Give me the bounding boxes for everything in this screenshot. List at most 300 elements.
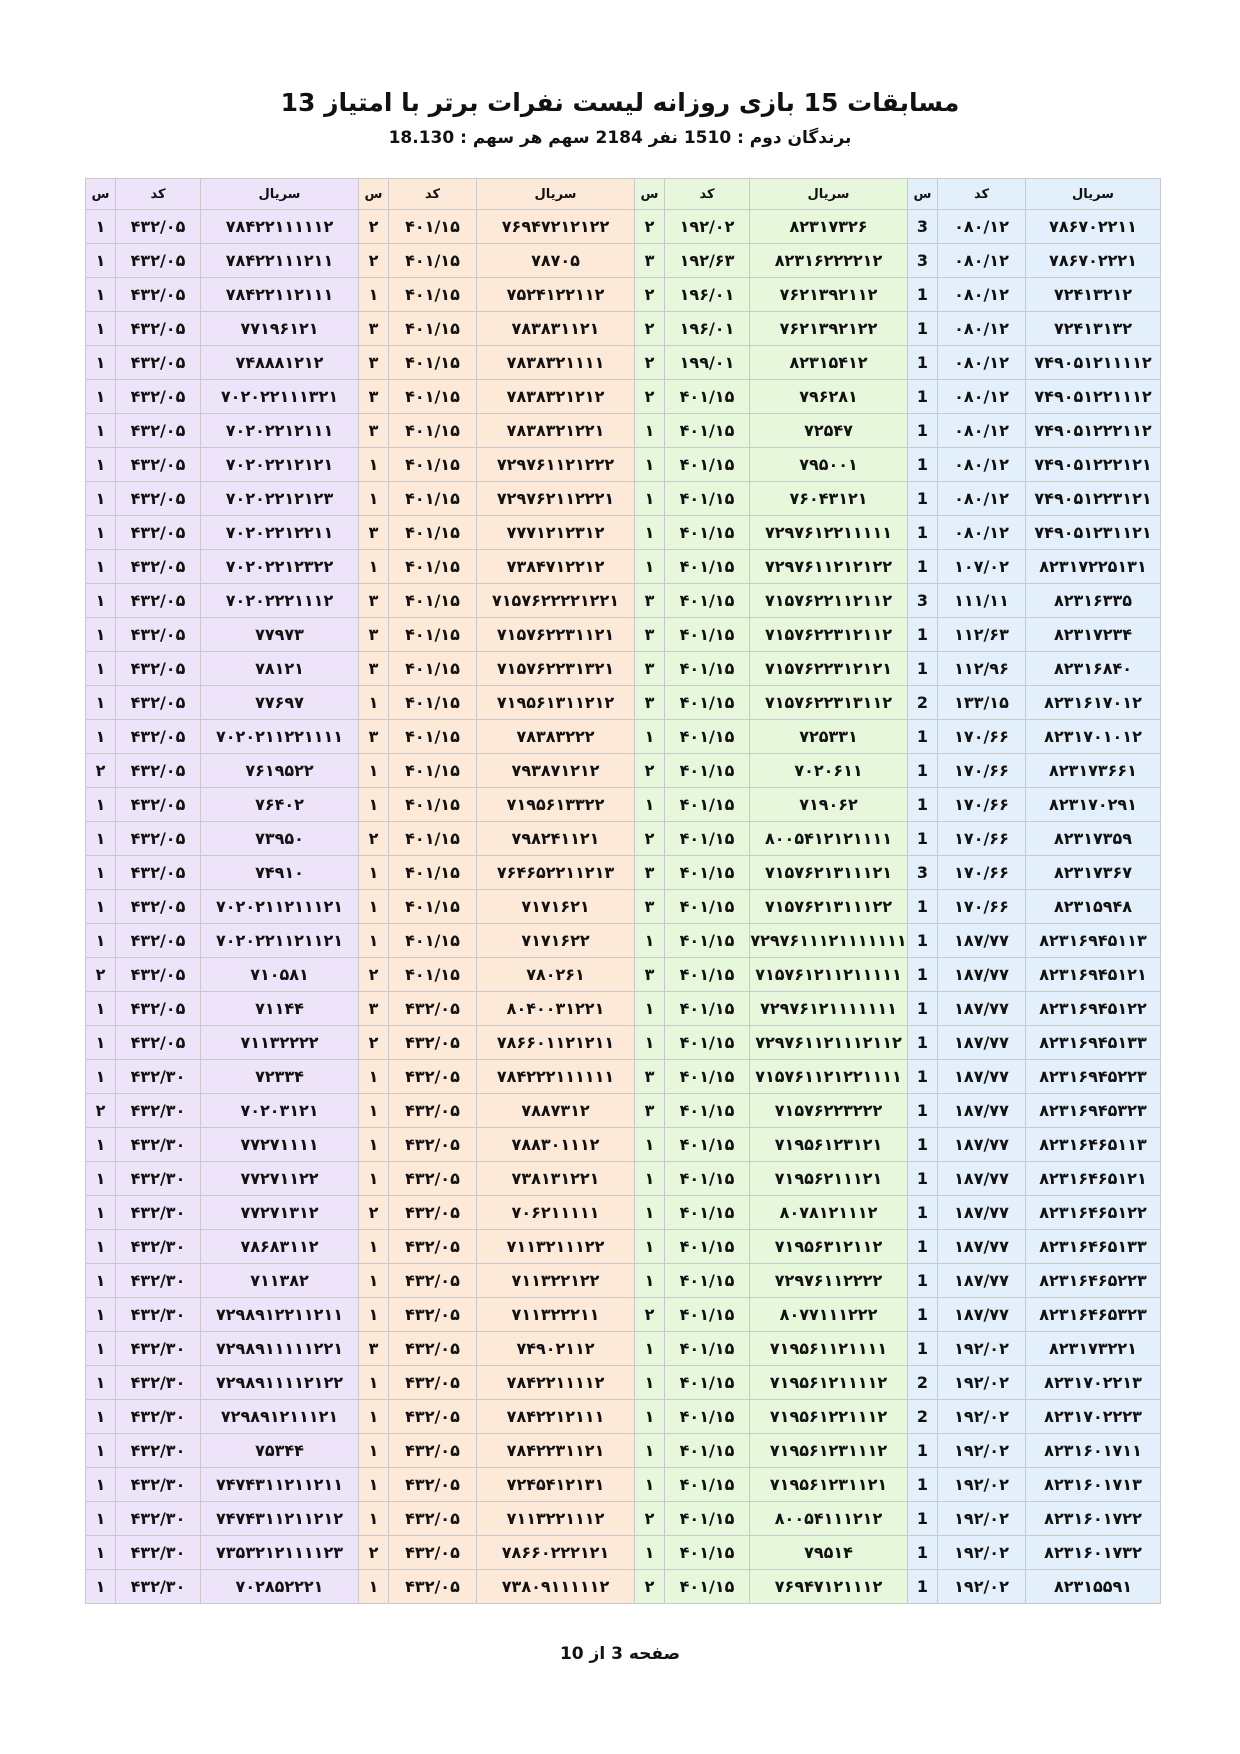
code-cell: ۴۰۱/۱۵ <box>665 1332 750 1366</box>
table-row <box>86 958 1161 992</box>
serial-cell: ۷۱۵۷۶۱۲۱۱۲۱۱۱۱۱ <box>750 958 908 992</box>
serial-cell: ۷۱۵۷۶۲۲۱۱۲۱۱۲ <box>750 584 908 618</box>
code-cell: ۴۰۱/۱۵ <box>389 924 477 958</box>
serial-cell: ۷۶۴۶۵۲۲۱۱۲۱۳ <box>477 856 635 890</box>
serial-cell: ۸۲۳۱۶۹۴۵۱۱۳ <box>1026 924 1161 958</box>
code-cell: ۴۳۲/۰۵ <box>116 210 201 244</box>
code-cell: ۱۱۱/۱۱ <box>938 584 1026 618</box>
table-row <box>86 312 1161 346</box>
code-cell: ۴۰۱/۱۵ <box>665 1468 750 1502</box>
code-cell: ۴۳۲/۰۵ <box>116 890 201 924</box>
count-cell: ۱ <box>635 1264 665 1298</box>
serial-cell: ۸۰۴۰۰۳۱۲۲۱ <box>477 992 635 1026</box>
code-cell: ۴۳۲/۰۵ <box>116 992 201 1026</box>
code-cell: ۴۰۱/۱۵ <box>389 958 477 992</box>
code-cell: ۴۳۲/۳۰ <box>116 1264 201 1298</box>
serial-cell: ۷۶۱۹۵۲۲ <box>201 754 359 788</box>
header-serial: سریال <box>201 179 359 210</box>
code-cell: ۴۳۲/۰۵ <box>116 448 201 482</box>
code-cell: ۴۰۱/۱۵ <box>665 414 750 448</box>
serial-cell: ۷۱۹۵۶۱۳۱۱۲۱۲ <box>477 686 635 720</box>
count-cell: 1 <box>908 448 938 482</box>
table-row <box>86 1128 1161 1162</box>
code-cell: ۴۰۱/۱۵ <box>389 686 477 720</box>
serial-cell: ۷۷۲۷۱۱۲۲ <box>201 1162 359 1196</box>
count-cell: 1 <box>908 1230 938 1264</box>
serial-cell: ۸۲۳۱۷۲۳۴ <box>1026 618 1161 652</box>
table-row <box>86 788 1161 822</box>
header-code: کد <box>116 179 201 210</box>
code-cell: ۴۰۱/۱۵ <box>389 346 477 380</box>
serial-cell: ۷۱۵۷۶۱۱۲۱۲۲۱۱۱۱ <box>750 1060 908 1094</box>
code-cell: ۱۹۶/۰۱ <box>665 312 750 346</box>
code-cell: ۴۳۲/۳۰ <box>116 1060 201 1094</box>
code-cell: ۴۰۱/۱۵ <box>389 244 477 278</box>
serial-cell: ۸۰۰۵۴۱۱۱۲۱۲ <box>750 1502 908 1536</box>
table-row <box>86 210 1161 244</box>
table-row <box>86 856 1161 890</box>
count-cell: ۱ <box>86 890 116 924</box>
code-cell: ۴۳۲/۳۰ <box>116 1502 201 1536</box>
count-cell: ۱ <box>635 924 665 958</box>
code-cell: ۱۸۷/۷۷ <box>938 924 1026 958</box>
count-cell: ۱ <box>86 312 116 346</box>
code-cell: ۴۰۱/۱۵ <box>389 652 477 686</box>
code-cell: ۴۳۲/۰۵ <box>389 1468 477 1502</box>
count-cell: ۱ <box>86 618 116 652</box>
table-row <box>86 1162 1161 1196</box>
code-cell: ۱۸۷/۷۷ <box>938 1162 1026 1196</box>
serial-cell: ۸۰۷۷۱۱۱۲۲۲ <box>750 1298 908 1332</box>
table-row <box>86 754 1161 788</box>
table-row <box>86 1468 1161 1502</box>
count-cell: 1 <box>908 1196 938 1230</box>
table-row <box>86 618 1161 652</box>
serial-cell: ۷۰۲۰۳۱۲۱ <box>201 1094 359 1128</box>
code-cell: ۴۳۲/۰۵ <box>116 482 201 516</box>
count-cell: ۳ <box>635 686 665 720</box>
code-cell: ۴۳۲/۰۵ <box>389 992 477 1026</box>
count-cell: 1 <box>908 1094 938 1128</box>
code-cell: ۴۰۱/۱۵ <box>665 1094 750 1128</box>
code-cell: ۴۰۱/۱۵ <box>665 380 750 414</box>
serial-cell: ۷۴۹۰۵۱۲۲۳۱۲۱ <box>1026 482 1161 516</box>
count-cell: ۱ <box>359 482 389 516</box>
serial-cell: ۷۸۴۲۲۳۱۱۲۱ <box>477 1434 635 1468</box>
code-cell: ۴۳۲/۰۵ <box>116 652 201 686</box>
code-cell: ۱۹۲/۰۲ <box>938 1366 1026 1400</box>
count-cell: ۱ <box>359 1264 389 1298</box>
count-cell: ۱ <box>359 1468 389 1502</box>
count-cell: 1 <box>908 652 938 686</box>
serial-cell: ۸۲۳۱۵۹۴۸ <box>1026 890 1161 924</box>
code-cell: ۴۰۱/۱۵ <box>665 822 750 856</box>
count-cell: ۳ <box>359 652 389 686</box>
code-cell: ۱۹۲/۰۲ <box>938 1468 1026 1502</box>
serial-cell: ۷۲۹۷۶۱۱۲۲۲۲ <box>750 1264 908 1298</box>
code-cell: ۱۱۲/۶۳ <box>938 618 1026 652</box>
code-cell: ۴۰۱/۱۵ <box>665 924 750 958</box>
count-cell: ۳ <box>635 856 665 890</box>
serial-cell: ۷۰۲۰۲۱۱۲۲۱۱۱۱ <box>201 720 359 754</box>
table-row <box>86 1332 1161 1366</box>
serial-cell: ۸۲۳۱۷۳۶۷ <box>1026 856 1161 890</box>
code-cell: ۴۰۱/۱۵ <box>665 1570 750 1604</box>
count-cell: ۲ <box>86 1094 116 1128</box>
serial-cell: ۷۳۹۵۰ <box>201 822 359 856</box>
table-row <box>86 822 1161 856</box>
serial-cell: ۷۲۹۸۹۱۲۱۱۱۲۱ <box>201 1400 359 1434</box>
serial-cell: ۷۵۲۴۱۲۲۱۱۲ <box>477 278 635 312</box>
count-cell: 1 <box>908 1468 938 1502</box>
count-cell: ۱ <box>635 992 665 1026</box>
count-cell: ۳ <box>359 380 389 414</box>
serial-cell: ۷۰۶۲۱۱۱۱۱ <box>477 1196 635 1230</box>
serial-cell: ۷۱۰۵۸۱ <box>201 958 359 992</box>
header-count: س <box>635 179 665 210</box>
code-cell: ۴۳۲/۰۵ <box>116 788 201 822</box>
serial-cell: ۸۲۳۱۶۰۱۷۳۲ <box>1026 1536 1161 1570</box>
serial-cell: ۷۴۹۰۵۱۲۳۱۱۲۱ <box>1026 516 1161 550</box>
count-cell: ۳ <box>635 652 665 686</box>
count-cell: ۱ <box>359 1162 389 1196</box>
code-cell: ۴۳۲/۰۵ <box>389 1332 477 1366</box>
count-cell: ۳ <box>635 1060 665 1094</box>
serial-cell: ۸۲۳۱۶۴۶۵۱۱۳ <box>1026 1128 1161 1162</box>
table-row <box>86 1570 1161 1604</box>
serial-cell: ۷۰۲۰۲۲۱۲۳۲۲ <box>201 550 359 584</box>
serial-cell: ۸۰۰۵۴۱۲۱۲۱۱۱۱ <box>750 822 908 856</box>
count-cell: ۲ <box>635 1502 665 1536</box>
count-cell: 1 <box>908 890 938 924</box>
serial-cell: ۷۱۱۳۲۲۱۱۱۲ <box>477 1502 635 1536</box>
count-cell: ۱ <box>86 482 116 516</box>
serial-cell: ۸۲۳۱۶۹۴۵۳۲۳ <box>1026 1094 1161 1128</box>
code-cell: ۴۰۱/۱۵ <box>665 516 750 550</box>
code-cell: ۴۳۲/۳۰ <box>116 1434 201 1468</box>
count-cell: ۱ <box>86 1536 116 1570</box>
code-cell: ۴۰۱/۱۵ <box>389 822 477 856</box>
serial-cell: ۸۲۳۱۶۰۱۷۱۱ <box>1026 1434 1161 1468</box>
count-cell: 1 <box>908 1570 938 1604</box>
serial-cell: ۷۲۹۸۹۱۲۲۱۱۲۱۱ <box>201 1298 359 1332</box>
count-cell: 1 <box>908 1536 938 1570</box>
code-cell: ۱۰۷/۰۲ <box>938 550 1026 584</box>
code-cell: ۱۷۰/۶۶ <box>938 720 1026 754</box>
table-row <box>86 278 1161 312</box>
serial-cell: ۷۴۷۴۳۱۱۲۱۱۲۱۱ <box>201 1468 359 1502</box>
count-cell: ۱ <box>635 1400 665 1434</box>
count-cell: ۱ <box>86 346 116 380</box>
serial-cell: ۷۱۹۵۶۱۳۳۲۲ <box>477 788 635 822</box>
code-cell: ۴۰۱/۱۵ <box>665 720 750 754</box>
count-cell: ۲ <box>359 210 389 244</box>
code-cell: ۰۸۰/۱۲ <box>938 414 1026 448</box>
serial-cell: ۷۱۵۷۶۲۲۳۲۲۲ <box>750 1094 908 1128</box>
serial-cell: ۷۸۳۸۳۲۱۲۱۲ <box>477 380 635 414</box>
serial-cell: ۸۲۳۱۷۳۲۲۱ <box>1026 1332 1161 1366</box>
count-cell: ۲ <box>635 1570 665 1604</box>
count-cell: ۱ <box>359 1298 389 1332</box>
serial-cell: ۷۲۹۷۶۱۲۲۱۱۱۱۱ <box>750 516 908 550</box>
count-cell: ۳ <box>359 584 389 618</box>
code-cell: ۴۳۲/۳۰ <box>116 1128 201 1162</box>
table-row <box>86 1536 1161 1570</box>
serial-cell: ۷۷۹۷۳ <box>201 618 359 652</box>
serial-cell: ۸۲۳۱۶۴۶۵۲۲۳ <box>1026 1264 1161 1298</box>
header-count: س <box>359 179 389 210</box>
count-cell: ۱ <box>86 1162 116 1196</box>
count-cell: ۱ <box>359 856 389 890</box>
code-cell: ۱۹۲/۰۲ <box>938 1434 1026 1468</box>
serial-cell: ۷۲۴۵۴۱۲۱۳۱ <box>477 1468 635 1502</box>
serial-cell: ۷۷۷۱۲۱۲۳۱۲ <box>477 516 635 550</box>
serial-cell: ۸۲۳۱۶۸۴۰ <box>1026 652 1161 686</box>
code-cell: ۱۹۲/۰۲ <box>665 210 750 244</box>
code-cell: ۴۰۱/۱۵ <box>665 1298 750 1332</box>
table-row <box>86 1060 1161 1094</box>
count-cell: ۱ <box>635 448 665 482</box>
count-cell: 1 <box>908 1502 938 1536</box>
count-cell: ۲ <box>359 1026 389 1060</box>
count-cell: ۱ <box>635 1536 665 1570</box>
header-count: س <box>908 179 938 210</box>
code-cell: ۴۰۱/۱۵ <box>665 788 750 822</box>
code-cell: ۴۰۱/۱۵ <box>665 1230 750 1264</box>
serial-cell: ۸۲۳۱۶۹۴۵۱۲۱ <box>1026 958 1161 992</box>
serial-cell: ۷۰۲۰۲۲۱۲۱۲۳ <box>201 482 359 516</box>
page-title: مسابقات 15 بازی روزانه لیست نفرات برتر با امتیاز 13 <box>280 88 960 117</box>
code-cell: ۴۳۲/۰۵ <box>116 720 201 754</box>
count-cell: 1 <box>908 1060 938 1094</box>
code-cell: ۱۹۲/۰۲ <box>938 1570 1026 1604</box>
serial-cell: ۷۸۸۷۳۱۲ <box>477 1094 635 1128</box>
code-cell: ۰۸۰/۱۲ <box>938 448 1026 482</box>
serial-cell: ۷۰۲۰۲۱۱۲۱۱۱۲۱ <box>201 890 359 924</box>
code-cell: ۴۰۱/۱۵ <box>389 210 477 244</box>
count-cell: ۱ <box>359 890 389 924</box>
code-cell: ۴۰۱/۱۵ <box>665 584 750 618</box>
table-row <box>86 1400 1161 1434</box>
table-row <box>86 1502 1161 1536</box>
code-cell: ۴۳۲/۳۰ <box>116 1332 201 1366</box>
count-cell: 3 <box>908 210 938 244</box>
count-cell: ۱ <box>86 550 116 584</box>
serial-cell: ۷۷۶۹۷ <box>201 686 359 720</box>
count-cell: ۲ <box>635 210 665 244</box>
code-cell: ۴۳۲/۳۰ <box>116 1162 201 1196</box>
serial-cell: ۷۸۴۲۲۱۱۱۱۱۲ <box>201 210 359 244</box>
count-cell: ۱ <box>359 278 389 312</box>
code-cell: ۴۳۲/۰۵ <box>116 754 201 788</box>
count-cell: ۱ <box>86 244 116 278</box>
code-cell: ۴۰۱/۱۵ <box>389 550 477 584</box>
serial-cell: ۷۹۵۰۰۱ <box>750 448 908 482</box>
table-row <box>86 1434 1161 1468</box>
count-cell: ۲ <box>359 244 389 278</box>
serial-cell: ۷۴۸۸۸۱۲۱۲ <box>201 346 359 380</box>
code-cell: ۴۰۱/۱۵ <box>665 1196 750 1230</box>
serial-cell: ۷۱۱۳۲۲۲۱۱ <box>477 1298 635 1332</box>
serial-cell: ۷۲۹۷۶۲۱۱۲۲۲۱ <box>477 482 635 516</box>
count-cell: ۱ <box>359 1570 389 1604</box>
count-cell: 1 <box>908 720 938 754</box>
serial-cell: ۷۲۹۷۶۱۱۲۱۲۲۲ <box>477 448 635 482</box>
code-cell: ۴۳۲/۰۵ <box>116 244 201 278</box>
code-cell: ۴۳۲/۰۵ <box>116 516 201 550</box>
count-cell: ۱ <box>635 1196 665 1230</box>
table-row <box>86 1026 1161 1060</box>
code-cell: ۱۷۰/۶۶ <box>938 856 1026 890</box>
count-cell: 1 <box>908 482 938 516</box>
serial-cell: ۷۰۲۰۲۲۱۲۲۱۱ <box>201 516 359 550</box>
code-cell: ۴۳۲/۰۵ <box>116 550 201 584</box>
count-cell: ۱ <box>635 1332 665 1366</box>
count-cell: ۱ <box>359 1434 389 1468</box>
table-row <box>86 1094 1161 1128</box>
code-cell: ۴۰۱/۱۵ <box>665 958 750 992</box>
serial-cell: ۷۲۵۳۳۱ <box>750 720 908 754</box>
code-cell: ۴۳۲/۳۰ <box>116 1400 201 1434</box>
serial-cell: ۷۰۲۰۲۲۱۲۱۱۱ <box>201 414 359 448</box>
table-row <box>86 414 1161 448</box>
count-cell: ۱ <box>86 924 116 958</box>
count-cell: ۱ <box>635 414 665 448</box>
count-cell: ۱ <box>86 1230 116 1264</box>
serial-cell: ۸۲۳۱۶۴۶۵۳۲۳ <box>1026 1298 1161 1332</box>
code-cell: ۴۰۱/۱۵ <box>665 652 750 686</box>
count-cell: ۲ <box>635 754 665 788</box>
code-cell: ۴۰۱/۱۵ <box>665 890 750 924</box>
count-cell: 1 <box>908 380 938 414</box>
count-cell: ۱ <box>359 1128 389 1162</box>
code-cell: ۴۳۲/۳۰ <box>116 1468 201 1502</box>
code-cell: ۴۳۲/۰۵ <box>116 380 201 414</box>
count-cell: ۱ <box>86 584 116 618</box>
count-cell: ۳ <box>635 618 665 652</box>
count-cell: ۲ <box>635 278 665 312</box>
table-row <box>86 516 1161 550</box>
code-cell: ۱۸۷/۷۷ <box>938 1298 1026 1332</box>
code-cell: ۴۰۱/۱۵ <box>389 720 477 754</box>
count-cell: ۳ <box>635 584 665 618</box>
count-cell: ۳ <box>359 618 389 652</box>
count-cell: ۱ <box>86 380 116 414</box>
serial-cell: ۸۲۳۱۷۰۲۲۲۳ <box>1026 1400 1161 1434</box>
count-cell: ۳ <box>359 346 389 380</box>
serial-cell: ۷۸۴۲۲۱۱۲۱۱۱ <box>201 278 359 312</box>
code-cell: ۴۳۲/۰۵ <box>389 1536 477 1570</box>
count-cell: ۱ <box>86 652 116 686</box>
code-cell: ۴۰۱/۱۵ <box>389 448 477 482</box>
count-cell: 1 <box>908 516 938 550</box>
count-cell: ۲ <box>359 1196 389 1230</box>
count-cell: 1 <box>908 1332 938 1366</box>
count-cell: ۱ <box>86 1570 116 1604</box>
serial-cell: ۷۲۴۱۳۲۱۲ <box>1026 278 1161 312</box>
count-cell: ۱ <box>86 720 116 754</box>
count-cell: 2 <box>908 1366 938 1400</box>
serial-cell: ۸۲۳۱۷۳۶۶۱ <box>1026 754 1161 788</box>
count-cell: ۱ <box>86 1298 116 1332</box>
count-cell: 1 <box>908 1026 938 1060</box>
serial-cell: ۷۱۱۳۸۲ <box>201 1264 359 1298</box>
count-cell: ۳ <box>635 1094 665 1128</box>
code-cell: ۴۳۲/۰۵ <box>389 1026 477 1060</box>
serial-cell: ۷۱۹۵۶۳۱۲۱۱۲ <box>750 1230 908 1264</box>
count-cell: 1 <box>908 414 938 448</box>
count-cell: ۳ <box>359 720 389 754</box>
count-cell: ۱ <box>86 278 116 312</box>
header-serial: سریال <box>1026 179 1161 210</box>
code-cell: ۴۳۲/۰۵ <box>116 856 201 890</box>
count-cell: ۱ <box>359 1366 389 1400</box>
code-cell: ۴۳۲/۰۵ <box>389 1230 477 1264</box>
count-cell: ۱ <box>635 516 665 550</box>
serial-cell: ۷۶۲۱۳۹۲۱۲۲ <box>750 312 908 346</box>
code-cell: ۱۷۰/۶۶ <box>938 754 1026 788</box>
serial-cell: ۷۸۳۸۳۲۱۱۱۱ <box>477 346 635 380</box>
code-cell: ۴۰۱/۱۵ <box>389 618 477 652</box>
serial-cell: ۷۱۹۵۶۲۱۱۱۲۱ <box>750 1162 908 1196</box>
serial-cell: ۷۷۲۷۱۳۱۲ <box>201 1196 359 1230</box>
serial-cell: ۸۲۳۱۶۴۶۵۱۲۱ <box>1026 1162 1161 1196</box>
code-cell: ۴۳۲/۳۰ <box>116 1094 201 1128</box>
code-cell: ۴۰۱/۱۵ <box>389 414 477 448</box>
header-code: کد <box>665 179 750 210</box>
serial-cell: ۷۸۰۲۶۱ <box>477 958 635 992</box>
code-cell: ۴۰۱/۱۵ <box>389 788 477 822</box>
count-cell: ۱ <box>635 1128 665 1162</box>
code-cell: ۱۹۲/۰۲ <box>938 1502 1026 1536</box>
serial-cell: ۷۱۵۷۶۲۲۳۱۳۱۱۲ <box>750 686 908 720</box>
count-cell: ۱ <box>635 482 665 516</box>
code-cell: ۴۰۱/۱۵ <box>665 1026 750 1060</box>
code-cell: ۴۳۲/۰۵ <box>116 312 201 346</box>
serial-cell: ۷۲۹۷۶۱۲۱۱۱۱۱۱۱ <box>750 992 908 1026</box>
table-row <box>86 380 1161 414</box>
serial-cell: ۷۱۹۵۶۱۲۳۱۲۱ <box>750 1128 908 1162</box>
count-cell: ۱ <box>86 1128 116 1162</box>
code-cell: ۱۸۷/۷۷ <box>938 1230 1026 1264</box>
count-cell: ۲ <box>86 958 116 992</box>
count-cell: 1 <box>908 312 938 346</box>
code-cell: ۴۳۲/۰۵ <box>389 1196 477 1230</box>
table-row <box>86 924 1161 958</box>
count-cell: ۱ <box>635 1230 665 1264</box>
serial-cell: ۷۰۲۰۲۲۲۱۱۱۲ <box>201 584 359 618</box>
code-cell: ۱۳۳/۱۵ <box>938 686 1026 720</box>
count-cell: ۳ <box>359 516 389 550</box>
table-row <box>86 652 1161 686</box>
table-row <box>86 992 1161 1026</box>
count-cell: 1 <box>908 788 938 822</box>
serial-cell: ۸۰۷۸۱۲۱۱۱۲ <box>750 1196 908 1230</box>
count-cell: ۱ <box>86 686 116 720</box>
count-cell: 1 <box>908 1128 938 1162</box>
table-row <box>86 1230 1161 1264</box>
code-cell: ۱۷۰/۶۶ <box>938 822 1026 856</box>
page-number: صفحه 3 از 10 <box>559 1644 681 1664</box>
code-cell: ۴۰۱/۱۵ <box>389 516 477 550</box>
code-cell: ۴۰۱/۱۵ <box>665 992 750 1026</box>
serial-cell: ۷۶۴۰۲ <box>201 788 359 822</box>
serial-cell: ۷۱۱۴۴ <box>201 992 359 1026</box>
serial-cell: ۷۸۶۶۰۲۲۲۱۲۱ <box>477 1536 635 1570</box>
count-cell: ۱ <box>86 448 116 482</box>
table-row <box>86 1196 1161 1230</box>
count-cell: ۲ <box>359 958 389 992</box>
